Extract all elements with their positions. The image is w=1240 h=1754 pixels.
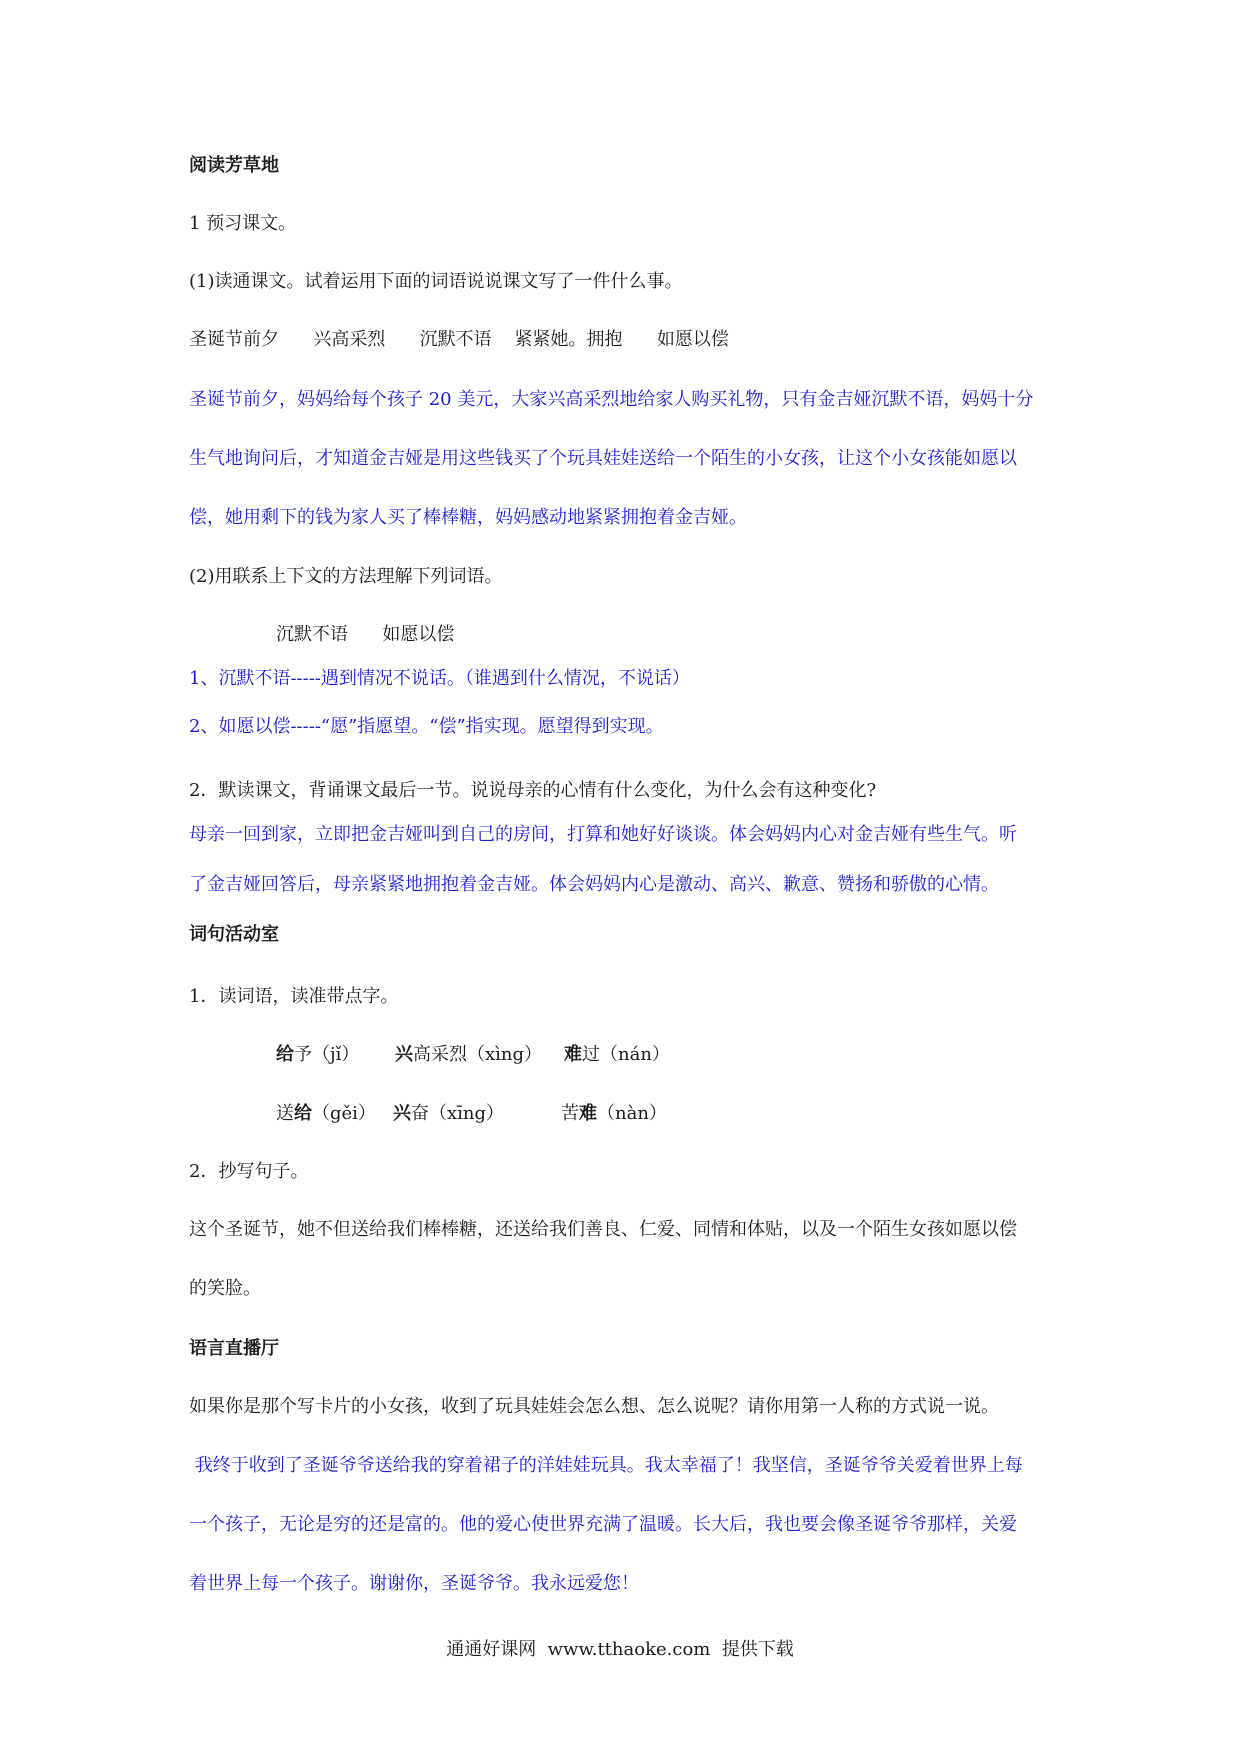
question-1: (1)读通课文。试着运用下面的词语说说课文写了一件什么事。 (189, 271, 683, 292)
item-silent-reading: 2．默读课文，背诵课文最后一节。说说母亲的心情有什么变化，为什么会有这种变化? (189, 780, 877, 801)
section-title-reading: 阅读芳草地 (189, 155, 279, 176)
answer-2-line-2: 了金吉娅回答后，母亲紧紧地拥抱着金吉娅。体会妈妈内心是激动、高兴、歉意、赞扬和骄傲的心情。 (189, 874, 999, 895)
dotted-char: 难 (579, 1103, 597, 1124)
dotted-char: 兴 (393, 1103, 411, 1124)
section-title-speaking: 语言直播厅 (189, 1338, 279, 1359)
section-title-words: 词句活动室 (189, 924, 279, 945)
item-copy-sentence: 2．抄写句子。 (189, 1161, 309, 1182)
pinyin-word-2: 兴高采烈（xìng） (395, 1044, 543, 1065)
question-2: (2)用联系上下文的方法理解下列词语。 (189, 566, 503, 587)
speaking-answer-line-1: 我终于收到了圣诞爷爷送给我的穿着裙子的洋娃娃玩具。我太幸福了！我坚信，圣诞爷爷关爱着世界上每 (189, 1455, 1023, 1476)
q2-answer-1: 1、沉默不语-----遇到情况不说话。（谁遇到什么情况，不说话） (189, 668, 690, 689)
question-2-words: 沉默不语 如愿以偿 (276, 624, 455, 645)
pinyin-word-3: 难过（nán） (564, 1044, 670, 1065)
pinyin-word-1: 给予（jǐ） (276, 1044, 360, 1065)
speaking-answer-line-2: 一个孩子，无论是穷的还是富的。他的爱心使世界充满了温暖。长大后，我也要会像圣诞爷爷那样，关爱 (189, 1514, 1017, 1535)
pinyin-word-6: 苦难（nàn） (561, 1103, 667, 1124)
item-read-words: 1．读词语，读准带点字。 (189, 986, 399, 1007)
speaking-prompt: 如果你是那个写卡片的小女孩，收到了玩具娃娃会怎么想、怎么说呢？请你用第一人称的方式说一说。 (189, 1396, 999, 1417)
q2-answer-2: 2、如愿以偿-----“愿”指愿望。“偿”指实现。愿望得到实现。 (189, 716, 664, 737)
answer-2-line-1: 母亲一回到家，立即把金吉娅叫到自己的房间，打算和她好好谈谈。体会妈妈内心对金吉娅有些生气。听 (189, 824, 1017, 845)
word-list: 圣诞节前夕 兴高采烈 沉默不语 紧紧她。拥抱 如愿以偿 (189, 329, 729, 350)
sentence-line-2: 的笑脸。 (189, 1278, 261, 1299)
answer-1-line-2: 生气地询问后，才知道金吉娅是用这些钱买了个玩具娃娃送给一个陌生的小女孩，让这个小女孩能如愿以 (189, 448, 1017, 469)
answer-1-line-3: 偿，她用剩下的钱为家人买了棒棒糖，妈妈感动地紧紧拥抱着金吉娅。 (189, 507, 747, 528)
sentence-line-1: 这个圣诞节，她不但送给我们棒棒糖，还送给我们善良、仁爱、同情和体贴，以及一个陌生女孩如愿以偿 (189, 1219, 1017, 1240)
speaking-answer-line-3: 着世界上每一个孩子。谢谢你，圣诞爷爷。我永远爱您！ (189, 1573, 639, 1594)
dotted-char: 难 (564, 1044, 582, 1065)
page-footer: 通通好课网 www.tthaoke.com 提供下载 (446, 1639, 794, 1660)
dotted-char: 兴 (395, 1044, 413, 1065)
dotted-char: 给 (276, 1044, 294, 1065)
pinyin-word-4: 送给（gěi） (276, 1103, 376, 1124)
item-preview: 1 预习课文。 (189, 213, 297, 234)
answer-1-line-1: 圣诞节前夕，妈妈给每个孩子 20 美元，大家兴高采烈地给家人购买礼物，只有金吉娅沉默不语，妈妈十分 (189, 389, 1034, 410)
pinyin-word-5: 兴奋（xīng） (393, 1103, 505, 1124)
dotted-char: 给 (294, 1103, 312, 1124)
